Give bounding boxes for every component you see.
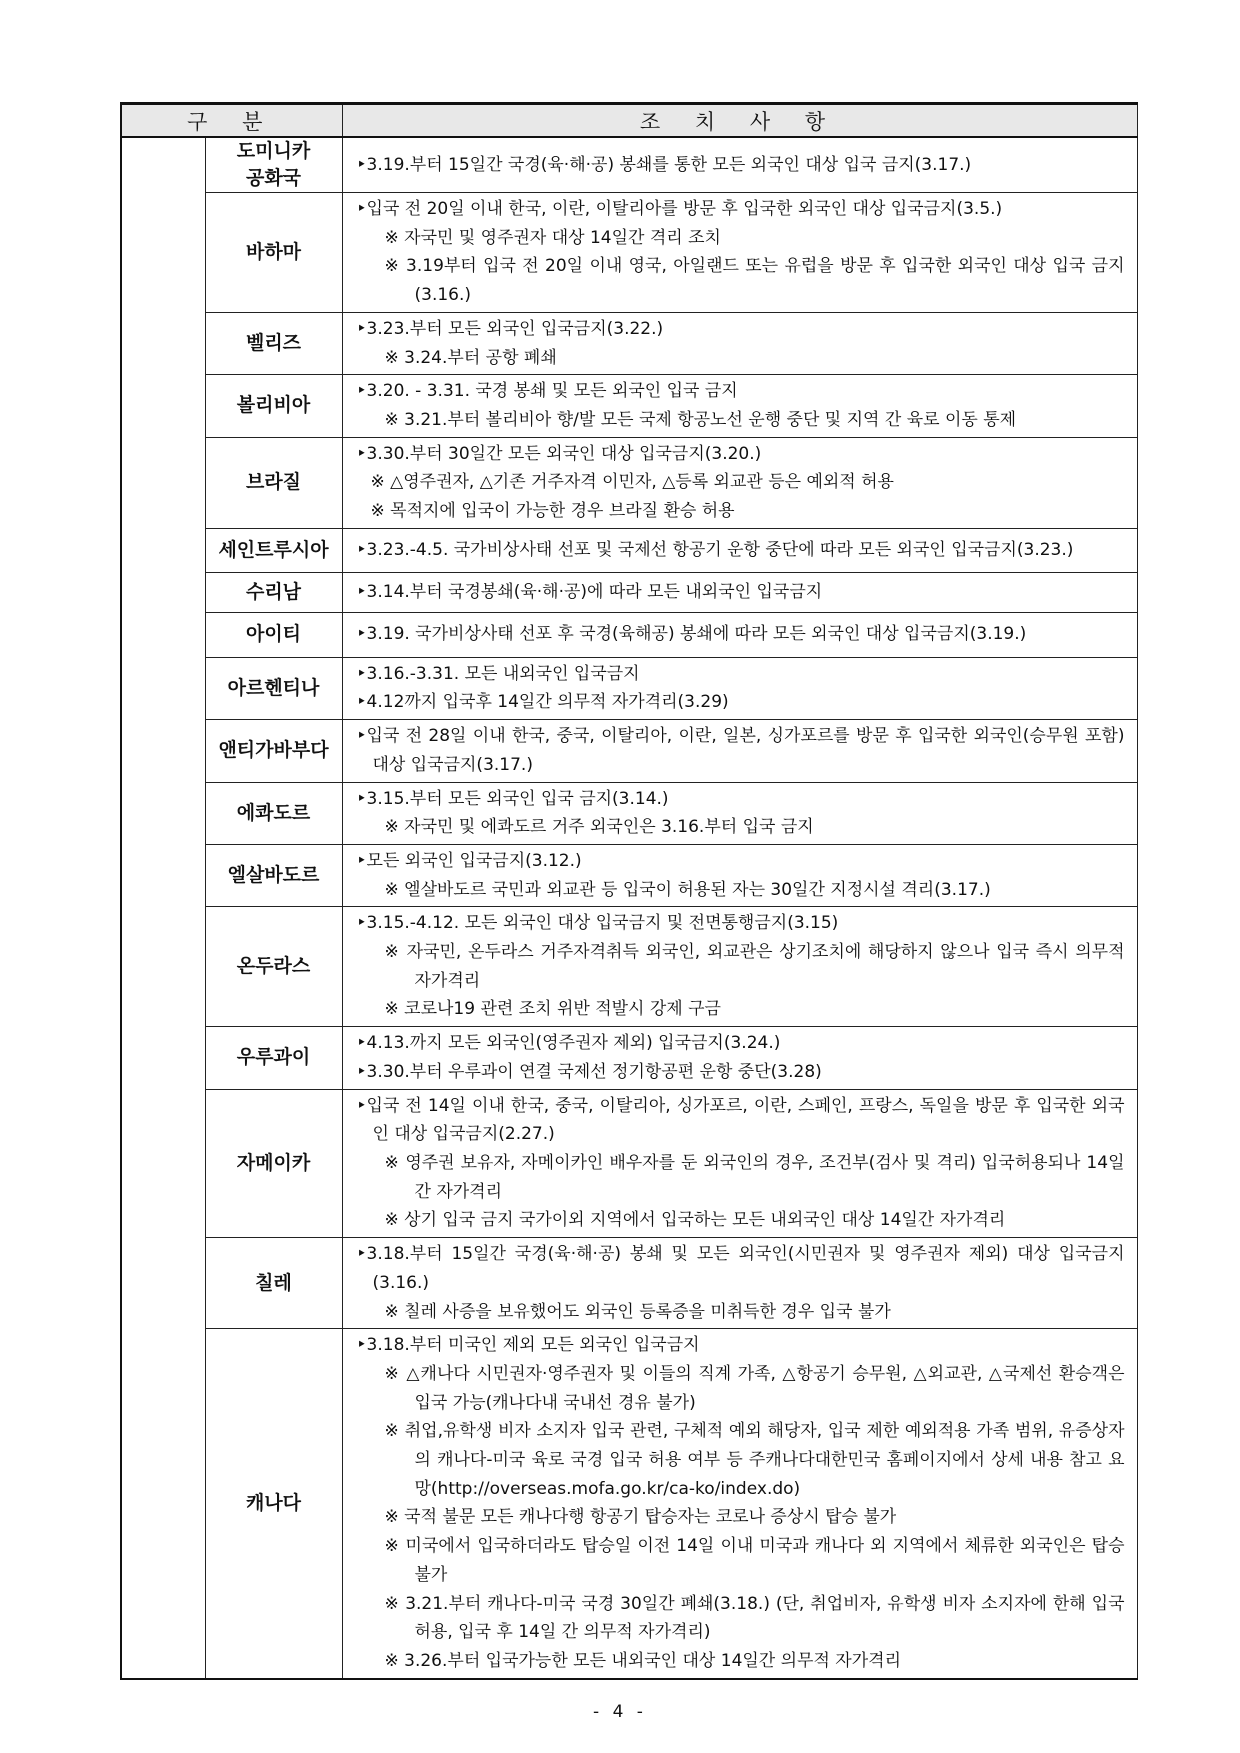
country-name: 세인트루시아 [218,538,329,561]
country-cell [205,312,342,374]
table-row [121,1238,1137,1329]
country-name: 엘살바도르 [227,864,320,887]
country-name: 도미니카 [236,140,311,162]
measure-bullet: ‣3.15.-4.12. 모든 외국인 대상 입국금지 및 전면통행금지(3.15) [356,913,839,934]
country-name: 바하마 [245,240,302,263]
measures-cell [342,312,1137,374]
table-row [121,137,1137,193]
measure-note: ※ 자국민 및 영주권자 대상 14일간 격리 조치 [384,227,721,248]
measure-bullet: ‣입국 전 28일 이내 한국, 중국, 이탈리아, 이란, 일본, 싱가포르를 방문 후 입국한 외국인(승무원 포함) 대상 입국금지(3.17.) [356,726,1125,775]
table-row [121,375,1137,437]
country-name: 공화국 [245,167,302,189]
measure-note: ※ 코로나19 관련 조치 위반 적발시 강제 구금 [384,999,721,1020]
measure-note: ※ 자국민 및 에콰도르 거주 외국인은 3.16.부터 입국 금지 [384,817,814,838]
country-cell [205,572,342,612]
table-row [121,657,1137,719]
country-cell [205,657,342,719]
document-page [120,102,1136,1680]
measures-cell [342,1329,1137,1679]
country-name: 수리남 [245,580,302,603]
measure-note: ※ 자국민, 온두라스 거주자격취득 외국인, 외교관은 상기조치에 해당하지 않으나 입국 즉시 의무적 자가격리 [384,942,1125,991]
measure-bullet: ‣입국 전 20일 이내 한국, 이란, 이탈리아를 방문 후 입국한 외국인 대상 입국금지(3.5.) [356,199,1003,219]
country-name: 앤티가바부다 [218,739,329,762]
measures-cell [342,193,1137,313]
measure-note: ※ 미국에서 입국하더라도 탑승일 이전 14일 이내 미국과 캐나다 외 지역에서 체류한 외국인은 탑승 불가 [384,1536,1125,1585]
table-row [121,193,1137,313]
measure-note: ※ 영주권 보유자, 자메이카인 배우자를 둔 외국인의 경우, 조건부(검사 및 격리) 입국허용되나 14일간 자가격리 [384,1152,1125,1202]
table-row [121,572,1137,612]
measure-bullet: ‣3.23.-4.5. 국가비상사태 선포 및 국제선 항공기 운항 중단에 따라 모든 외국인 입국금지(3.23.) [356,539,1074,560]
header-measures: 조 치 사 항 [342,104,1137,138]
table-row [121,720,1137,782]
measure-bullet: ‣3.30.부터 우루과이 연결 국제선 정기항공편 운항 중단(3.28) [356,1061,822,1082]
measures-cell [342,1238,1137,1329]
country-cell [205,1238,342,1329]
country-cell [205,193,342,313]
measure-bullet: ‣3.30.부터 30일간 모든 외국인 대상 입국금지(3.20.) [356,443,762,464]
measures-cell [342,375,1137,437]
country-cell [205,907,342,1027]
measure-bullet: ‣4.12까지 입국후 14일간 의무적 자가격리(3.29) [356,692,729,713]
measures-cell [342,907,1137,1027]
country-cell [205,1329,342,1679]
measure-note: ※ 3.21.부터 볼리비아 향/발 모든 국제 항공노선 운행 중단 및 지역 간 육로 이동 통제 [384,409,1017,430]
table-row [121,1027,1137,1089]
country-name: 벨리즈 [245,332,302,355]
country-cell [205,437,342,528]
measure-bullet: ‣3.14.부터 국경봉쇄(육·해·공)에 따라 모든 내외국인 입국금지 [356,581,823,602]
country-cell [205,782,342,844]
measure-note: ※ 국적 불문 모든 캐나다행 항공기 탑승자는 코로나 증상시 탑승 불가 [384,1507,897,1528]
country-name: 캐나다 [245,1491,302,1514]
country-name: 브라질 [245,471,302,494]
page-number: - 4 - [593,1702,647,1722]
table-row [121,782,1137,844]
region-group-cell [121,137,205,1679]
measure-bullet: ‣3.18.부터 15일간 국경(육·해·공) 봉쇄 및 모든 외국인(시민권자 및 영주권자 제외) 대상 입국금지(3.16.) [356,1244,1125,1293]
measure-note: ※ 칠레 사증을 보유했어도 외국인 등록증을 미취득한 경우 입국 불가 [384,1301,891,1322]
entry-restriction-table [120,102,1138,1680]
measure-bullet: ‣3.20. - 3.31. 국경 봉쇄 및 모든 외국인 입국 금지 [356,381,738,402]
table-header-row [121,104,1137,138]
measures-cell [342,437,1137,528]
table-row [121,437,1137,528]
measures-cell [342,137,1137,193]
measure-note: ※ △영주권자, △기존 거주자격 이민자, △등록 외교관 등은 예외적 허용 [370,472,894,493]
country-cell [205,1027,342,1089]
measure-bullet: ‣4.13.까지 모든 외국인(영주권자 제외) 입국금지(3.24.) [356,1033,781,1054]
measure-note: ※ 3.21.부터 캐나다-미국 국경 30일간 폐쇄(3.18.) (단, 취업비자, 유학생 비자 소지자에 한해 입국허용, 입국 후 14일 간 의무적 자가격리) [384,1593,1125,1643]
measure-note: ※ △캐나다 시민권자·영주권자 및 이들의 직계 가족, △항공기 승무원, △외교관, △국제선 환승객은 입국 가능(캐나다내 국내선 경유 불가) [384,1363,1125,1413]
table-body [121,137,1137,1679]
measures-cell [342,528,1137,572]
country-name: 우루과이 [236,1046,311,1069]
country-name: 온두라스 [236,955,311,978]
country-cell [205,375,342,437]
measure-note: ※ 3.24.부터 공항 폐쇄 [384,347,557,368]
measures-cell [342,1089,1137,1238]
measures-cell [342,844,1137,906]
country-name: 칠레 [255,1271,292,1294]
measures-cell [342,612,1137,657]
measure-note: ※ 상기 입국 금지 국가이외 지역에서 입국하는 모든 내외국인 대상 14일간 자가격리 [384,1210,1006,1231]
table-row [121,612,1137,657]
header-region: 구 분 [121,104,342,138]
country-name: 아르헨티나 [227,676,320,699]
table-row [121,844,1137,906]
country-cell [205,720,342,782]
country-name: 에콰도르 [236,801,311,824]
measure-bullet: ‣입국 전 14일 이내 한국, 중국, 이탈리아, 싱가포르, 이란, 스페인, 프랑스, 독일을 방문 후 입국한 외국인 대상 입국금지(2.27.) [356,1095,1125,1145]
measure-note: ※ 엘살바도르 국민과 외교관 등 입국이 허용된 자는 30일간 지정시설 격리(3.17.) [384,879,991,900]
table-row [121,1089,1137,1238]
measures-cell [342,720,1137,782]
country-name: 자메이카 [236,1151,311,1174]
country-cell [205,1089,342,1238]
measures-cell [342,782,1137,844]
country-name: 볼리비아 [236,394,311,417]
table-row [121,528,1137,572]
measure-bullet: ‣3.19.부터 15일간 국경(육·해·공) 봉쇄를 통한 모든 외국인 대상 입국 금지(3.17.) [356,154,972,175]
measure-bullet: ‣3.19. 국가비상사태 선포 후 국경(육해공) 봉쇄에 따라 모든 외국인 대상 입국금지(3.19.) [356,624,1027,645]
measures-cell [342,572,1137,612]
measure-bullet: ‣3.15.부터 모든 외국인 입국 금지(3.14.) [356,788,669,809]
measures-cell [342,1027,1137,1089]
measure-note: ※ 취업,유학생 비자 소지자 입국 관련, 구체적 예외 해당자, 입국 제한 예외적용 가족 범위, 유증상자의 캐나다-미국 육로 국경 입국 허용 여부 등 주캐나다대한민국 홈페이지에서 상세 내용 참고 요망(http://overseas.mofa.go.kr/ca-ko/index.do) [384,1421,1125,1499]
country-cell [205,137,342,193]
country-cell [205,844,342,906]
measure-bullet: ‣3.16.-3.31. 모든 내외국인 입국금지 [356,663,640,684]
country-name: 아이티 [245,623,302,646]
table-row [121,1329,1137,1679]
measure-bullet: ‣3.23.부터 모든 외국인 입국금지(3.22.) [356,318,664,339]
measure-bullet: ‣모든 외국인 입국금지(3.12.) [356,850,582,871]
measure-note: ※ 목적지에 입국이 가능한 경우 브라질 환승 허용 [370,501,735,522]
table-row [121,312,1137,374]
measure-note: ※ 3.26.부터 입국가능한 모든 내외국인 대상 14일간 의무적 자가격리 [384,1650,901,1671]
country-cell [205,528,342,572]
measure-note: ※ 3.19부터 입국 전 20일 이내 영국, 아일랜드 또는 유럽을 방문 후 입국한 외국인 대상 입국 금지(3.16.) [384,256,1125,306]
measures-cell [342,657,1137,719]
table-row [121,907,1137,1027]
measure-bullet: ‣3.18.부터 미국인 제외 모든 외국인 입국금지 [356,1335,700,1356]
country-cell [205,612,342,657]
